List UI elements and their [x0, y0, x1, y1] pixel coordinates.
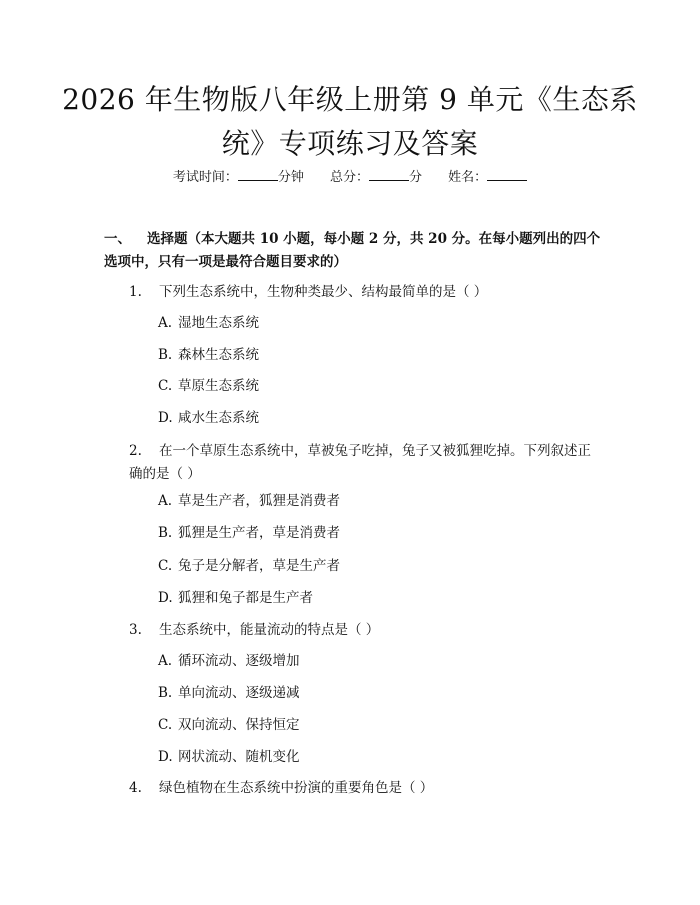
option-letter: B.: [158, 685, 173, 701]
question-4: [129, 777, 601, 800]
q1-option-c: [158, 376, 259, 396]
q1-option-d: [158, 408, 259, 428]
option-letter: A.: [158, 653, 173, 669]
q3-option-c: [158, 715, 300, 735]
score-label: 总分：: [329, 170, 369, 185]
q2-option-b: [158, 523, 340, 543]
option-letter: C.: [158, 378, 173, 394]
q2-option-c: [158, 556, 340, 576]
name-blank: [487, 168, 527, 181]
exam-score: [330, 168, 422, 187]
time-blank: [238, 168, 278, 181]
option-letter: A.: [158, 315, 173, 331]
option-text: 草原生态系统: [178, 378, 259, 394]
question-number: 1.: [129, 284, 142, 300]
title-line-1: 2026 年生物版八年级上册第 9 单元《生态系: [62, 83, 638, 116]
question-text: 绿色植物在生态系统中扮演的重要角色是（ ）: [159, 780, 434, 796]
option-text: 草是生产者，狐狸是消费者: [178, 493, 340, 509]
q1-option-b: [158, 345, 259, 365]
time-label: 考试时间：: [172, 170, 238, 185]
q2-option-a: [158, 491, 340, 511]
option-letter: D.: [158, 410, 173, 426]
option-text: 兔子是分解者，草是生产者: [178, 558, 340, 574]
option-text: 森林生态系统: [178, 347, 259, 363]
option-text: 狐狸和兔子都是生产者: [178, 590, 313, 606]
option-text: 咸水生态系统: [178, 410, 259, 426]
option-text: 循环流动、逐级增加: [178, 653, 300, 669]
question-text: 生态系统中，能量流动的特点是（ ）: [159, 622, 380, 638]
option-text: 网状流动、随机变化: [178, 749, 300, 765]
option-text: 单向流动、逐级递减: [178, 685, 300, 701]
title-line-2: 统》专项练习及答案: [221, 127, 479, 160]
score-unit: 分: [409, 170, 423, 185]
option-letter: A.: [158, 493, 173, 509]
option-letter: B.: [158, 525, 173, 541]
q3-option-d: [158, 747, 300, 767]
section-heading: [104, 228, 602, 274]
option-letter: D.: [158, 590, 173, 606]
student-name: [448, 168, 527, 187]
q3-option-b: [158, 683, 300, 703]
option-text: 湿地生态系统: [178, 315, 259, 331]
section-text: 选择题（本大题共 10 小题，每小题 2 分，共 20 分。在每小题列出的四个选项中，只有一项是最符合题目要求的）: [104, 231, 601, 270]
question-text: 在一个草原生态系统中，草被兔子吃掉，兔子又被狐狸吃掉。下列叙述正确的是（ ）: [129, 443, 591, 482]
question-1: [129, 281, 601, 304]
question-number: 4.: [129, 780, 142, 796]
question-number: 3.: [129, 622, 142, 638]
question-3: [129, 619, 601, 642]
option-letter: C.: [158, 717, 173, 733]
option-letter: C.: [158, 558, 173, 574]
document-title: [60, 78, 640, 166]
exam-time: [173, 168, 304, 187]
question-number: 2.: [129, 443, 142, 459]
q1-option-a: [158, 313, 259, 333]
section-number: 一、: [104, 231, 131, 247]
exam-info: [0, 168, 700, 187]
question-2: [129, 440, 601, 486]
q3-option-a: [158, 651, 300, 671]
option-letter: B.: [158, 347, 173, 363]
time-unit: 分钟: [277, 170, 304, 185]
option-text: 双向流动、保持恒定: [178, 717, 300, 733]
q2-option-d: [158, 588, 313, 608]
question-text: 下列生态系统中，生物种类最少、结构最简单的是（ ）: [159, 284, 488, 300]
option-letter: D.: [158, 749, 173, 765]
score-blank: [369, 168, 409, 181]
option-text: 狐狸是生产者，草是消费者: [178, 525, 340, 541]
name-label: 姓名：: [448, 170, 488, 185]
